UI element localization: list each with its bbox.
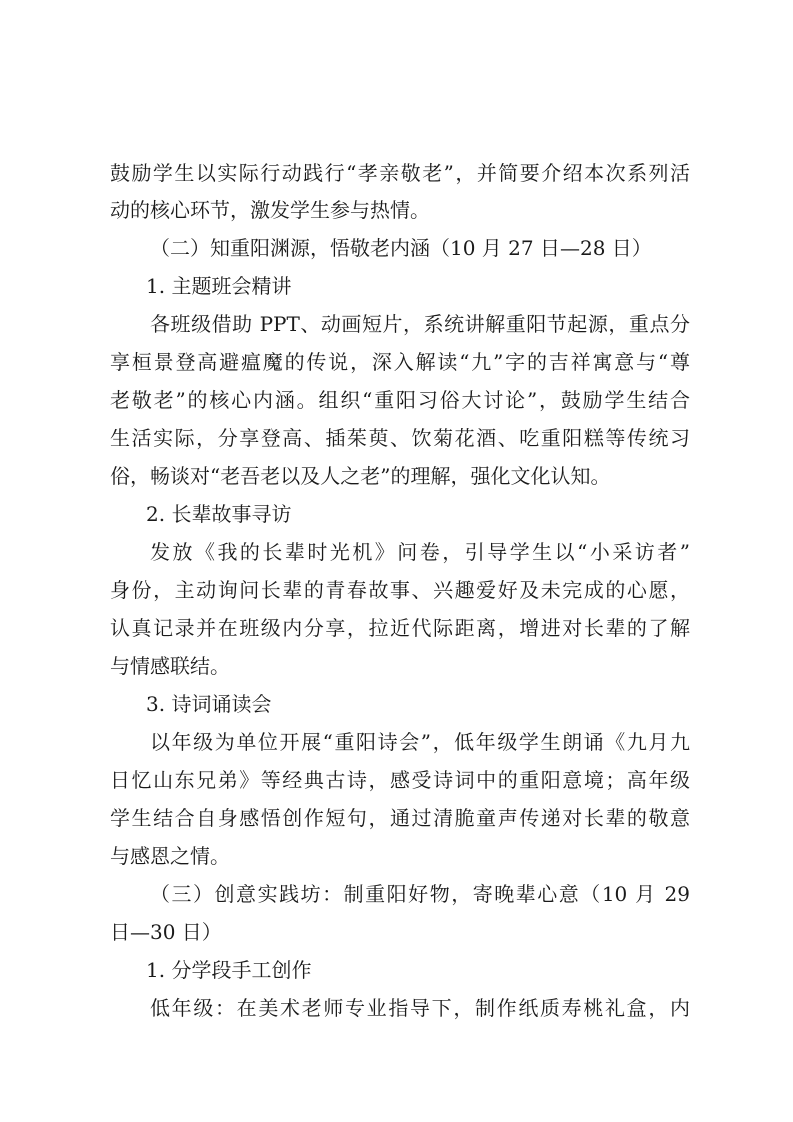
paragraph-line: 日忆山东兄弟》等经典古诗，感受诗词中的重阳意境；高年级 [110, 768, 690, 792]
paragraph-line: 俗，畅谈对“老吾老以及人之老”的理解，强化文化认知。 [110, 464, 611, 488]
paragraph-line: 认真记录并在班级内分享，拉近代际距离，增进对长辈的了解 [110, 616, 690, 640]
section-heading: （三）创意实践坊：制重阳好物，寄晚辈心意（10 月 29 [150, 882, 690, 906]
paragraph-line: 低年级：在美术老师专业指导下，制作纸质寿桃礼盒，内 [150, 996, 690, 1020]
paragraph-line: 发放《我的长辈时光机》问卷，引导学生以“小采访者” [150, 540, 690, 564]
subsection-heading: 1. 主题班会精讲 [146, 274, 292, 298]
paragraph-line: 生活实际，分享登高、插茱萸、饮菊花酒、吃重阳糕等传统习 [110, 426, 690, 450]
subsection-heading: 2. 长辈故事寻访 [146, 502, 292, 526]
paragraph-line: 动的核心环节，激发学生参与热情。 [110, 198, 430, 222]
section-heading: （二）知重阳渊源，悟敬老内涵（10 月 27 日—28 日） [150, 236, 652, 260]
paragraph-line: 各班级借助 PPT、动画短片，系统讲解重阳节起源，重点分 [150, 312, 690, 336]
paragraph-line: 与感恩之情。 [110, 844, 230, 868]
paragraph-line: 享桓景登高避瘟魔的传说，深入解读“九”字的吉祥寓意与“尊 [110, 350, 690, 374]
paragraph-line: 鼓励学生以实际行动践行“孝亲敬老”，并简要介绍本次系列活 [110, 161, 690, 185]
section-heading-continuation: 日—30 日） [110, 920, 222, 944]
paragraph-line: 与情感联结。 [110, 654, 230, 678]
subsection-heading: 3. 诗词诵读会 [146, 692, 272, 716]
paragraph-line: 身份，主动询问长辈的青春故事、兴趣爱好及未完成的心愿， [110, 578, 690, 602]
subsection-heading: 1. 分学段手工创作 [146, 958, 312, 982]
paragraph-line: 老敬老”的核心内涵。组织“重阳习俗大讨论”，鼓励学生结合 [110, 388, 690, 412]
paragraph-line: 学生结合自身感悟创作短句，通过清脆童声传递对长辈的敬意 [110, 806, 690, 830]
paragraph-line: 以年级为单位开展“重阳诗会”，低年级学生朗诵《九月九 [150, 730, 690, 754]
